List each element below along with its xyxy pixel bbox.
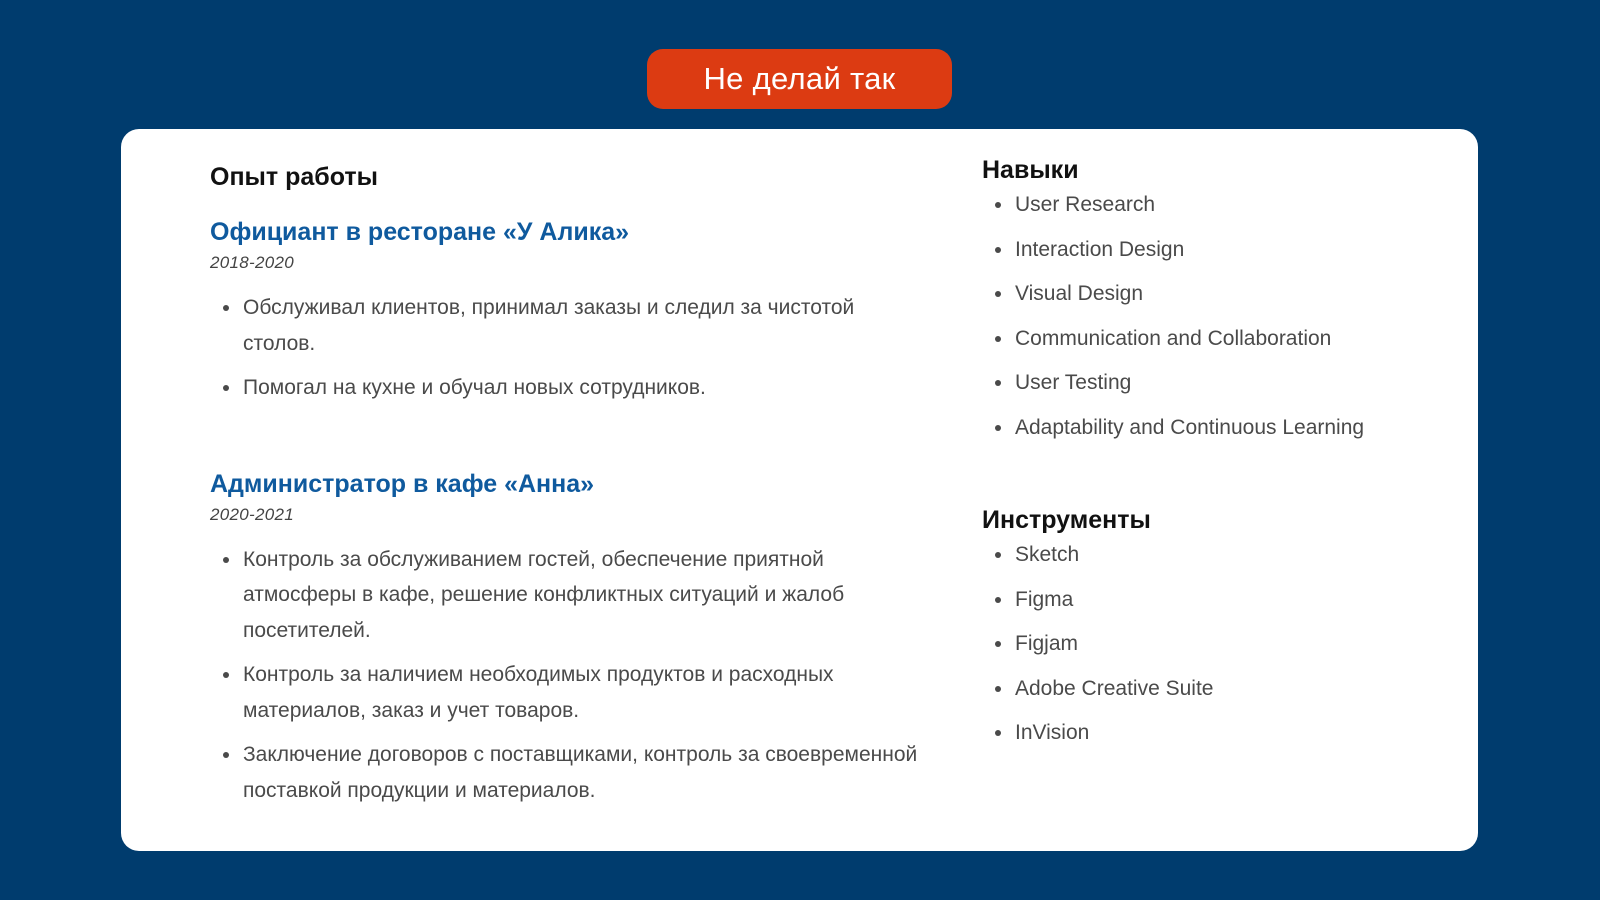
tools-heading: Инструменты — [982, 506, 1151, 534]
bullet-dot-icon — [995, 730, 1001, 736]
bullet-dot-icon — [995, 597, 1001, 603]
skill-item — [982, 232, 1422, 268]
skills-list — [982, 187, 1422, 445]
bullet-dot-icon — [995, 247, 1001, 253]
job-entry — [210, 216, 930, 406]
job-title: Официант в ресторане «У Алика» — [210, 218, 630, 246]
tool-text: InVision — [1015, 721, 1090, 744]
tool-item — [982, 537, 1422, 573]
job-duty-item — [210, 542, 930, 649]
dont-do-this-badge: Не делай так — [647, 49, 952, 109]
job-period: 2020-2021 — [210, 504, 294, 524]
bullet-dot-icon — [223, 385, 229, 391]
bullet-dot-icon — [223, 752, 229, 758]
job-duty-item — [210, 737, 930, 808]
bullet-dot-icon — [995, 291, 1001, 297]
skill-item — [982, 276, 1422, 312]
job-duty-item — [210, 370, 930, 406]
job-duty-text: Заключение договоров с поставщиками, контроль за своевременной поставкой продукции и материалов. — [243, 743, 918, 802]
resume-card — [121, 129, 1478, 851]
skill-text: User Research — [1015, 193, 1156, 216]
tool-text: Figjam — [1015, 632, 1079, 655]
tool-text: Adobe Creative Suite — [1015, 676, 1214, 700]
job-period: 2018-2020 — [210, 253, 294, 272]
job-duty-text: Помогал на кухне и обучал новых сотрудников. — [243, 376, 706, 399]
bullet-dot-icon — [223, 672, 229, 678]
bullet-dot-icon — [995, 425, 1001, 431]
tool-text: Figma — [1015, 587, 1074, 611]
bullet-dot-icon — [995, 641, 1001, 647]
job-duty-item — [210, 290, 930, 361]
experience-heading: Опыт работы — [210, 163, 378, 191]
bullet-dot-icon — [223, 305, 229, 311]
skill-text: User Testing — [1015, 371, 1132, 394]
bullet-dot-icon — [995, 202, 1001, 208]
skill-text: Communication and Collaboration — [1015, 326, 1332, 350]
sidebar-section — [982, 153, 1422, 751]
skill-text: Adaptability and Continuous Learning — [1015, 415, 1365, 439]
bullet-dot-icon — [223, 557, 229, 563]
skill-item — [982, 365, 1422, 401]
skill-text: Visual Design — [1015, 282, 1144, 305]
skills-heading: Навыки — [982, 156, 1079, 184]
tool-item — [982, 582, 1422, 618]
skill-text: Interaction Design — [1015, 237, 1185, 261]
job-duty-item — [210, 657, 930, 728]
tools-list — [982, 537, 1422, 751]
skill-item — [982, 187, 1422, 223]
bullet-dot-icon — [995, 380, 1001, 386]
skill-item — [982, 321, 1422, 357]
job-duty-text: Контроль за обслуживанием гостей, обеспечение приятной атмосферы в кафе, решение конфликтных ситуаций и жалоб посетителей. — [243, 547, 845, 642]
experience-section — [210, 160, 930, 808]
tool-item — [982, 671, 1422, 707]
job-duty-text: Обслуживал клиентов, принимал заказы и следил за чистотой столов. — [243, 296, 855, 355]
job-duties-list — [210, 290, 930, 406]
tool-item — [982, 626, 1422, 662]
skill-item — [982, 410, 1422, 446]
bullet-dot-icon — [995, 686, 1001, 692]
job-entry — [210, 468, 930, 809]
job-duties-list — [210, 542, 930, 809]
job-title: Администратор в кафе «Анна» — [210, 469, 595, 498]
bullet-dot-icon — [995, 552, 1001, 558]
tool-text: Sketch — [1015, 543, 1080, 566]
bullet-dot-icon — [995, 336, 1001, 342]
job-duty-text: Контроль за наличием необходимых продуктов и расходных материалов, заказ и учет товаров. — [243, 663, 834, 722]
tool-item — [982, 715, 1422, 751]
